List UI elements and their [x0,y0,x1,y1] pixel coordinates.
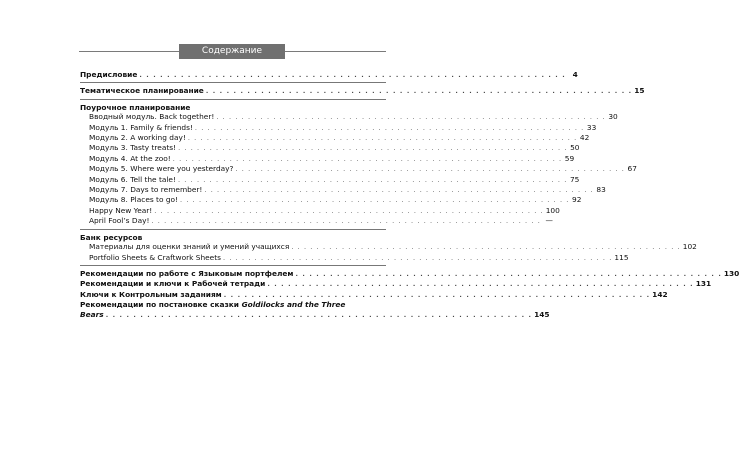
toc-entry-page: 102 [682,242,697,252]
toc-entry-title: Предисловие [80,70,138,79]
dot-leader: . . . . . . . . . . . . . . . . . . . . . . . . . . . . . . . . . . . . . . . . . . . . . . . . . . . . . . . . . . . . . . [205,87,633,96]
toc-entry-page: 145 [534,309,550,319]
toc-entry-page: 42 [579,133,590,143]
toc-entry-title: Ключи к Контрольным заданиям [80,289,222,299]
toc-entry-page: 30 [608,112,618,122]
toc-entry-page: 67 [627,164,637,174]
toc-entry-title: Тематическое планирование [80,86,204,96]
toc-entry[interactable] [80,185,606,195]
toc-entry-title: Portfolio Sheets & Craftwork Sheets [89,252,221,262]
toc-entry-title: Модуль 1. Family & friends! [89,122,193,132]
toc-entry[interactable] [80,279,712,289]
toc-entry-title: April Fool’s Day! [89,216,150,226]
toc-entry[interactable] [80,86,645,96]
dot-leader: . . . . . . . . . . . . . . . . . . . . . . . . . . . . . . . . . . . . . . . . . . . . . . . . . . . . . . . . . . . . . . [194,123,585,132]
toc-entry-title: Модуль 7. Days to remember! [89,185,203,195]
toc-entry[interactable] [80,112,618,122]
dot-leader: . . . . . . . . . . . . . . . . . . . . . . . . . . . . . . . . . . . . . . . . . . . . . . . . . . . . . . . . . . . . . . [223,290,651,299]
toc-entry[interactable] [80,205,560,216]
dot-leader: . . . . . . . . . . . . . . . . . . . . . . . . . . . . . . . . . . . . . . . . . . . . . . . . . . . . . . . . . . . . . . [295,269,722,278]
toc-entry-page: 4 [572,70,578,79]
toc-entry-title: Happy New Year! [89,205,153,215]
toc-entry[interactable] [80,268,739,279]
dot-leader: . . . . . . . . . . . . . . . . . . . . . . . . . . . . . . . . . . . . . . . . . . . . . . . . . . . . . . . . . . . . . . [180,196,570,205]
toc-entry-list [80,112,637,226]
toc-entry-title: Модуль 5. Where were you yesterday? [89,164,234,174]
dot-leader: . . . . . . . . . . . . . . . . . . . . . . . . . . . . . . . . . . . . . . . . . . . . . . . . . . . . . . . . . . . . . . [204,186,594,195]
table-of-contents [80,70,739,322]
toc-entry[interactable] [80,143,580,153]
dot-leader: . . . . . . . . . . . . . . . . . . . . . . . . . . . . . . . . . . . . . . . . . . . . . . . . . . . . . . . . . . . . . . [105,310,533,319]
toc-entry-title: Модуль 6. Tell the tale! [89,174,176,184]
dot-leader: . . . . . . . . . . . . . . . . . . . . . . . . . . . . . . . . . . . . . . . . . . . . . . . . . . . . . . . . . . . . . . [151,217,541,226]
toc-entry[interactable] [80,164,637,174]
dot-leader: . . . . . . . . . . . . . . . . . . . . . . . . . . . . . . . . . . . . . . . . . . . . . . . . . . . . . . . . . . . . . . [222,253,613,262]
dot-leader: . . . . . . . . . . . . . . . . . . . . . . . . . . . . . . . . . . . . . . . . . . . . . . . . . . . . . . . . . . . . . . [216,113,606,122]
toc-entry[interactable] [80,70,578,80]
toc-entry-list [80,242,697,263]
toc-entry-page: 142 [652,289,668,299]
toc-entry[interactable] [80,122,597,133]
toc-entry-page: 33 [586,122,597,132]
dot-leader: . . . . . . . . . . . . . . . . . . . . . . . . . . . . . . . . . . . . . . . . . . . . . . . . . . . . . . . . . . . . . . [154,206,544,215]
toc-section-tematicheskoe [80,82,645,98]
toc-entry-page: — [545,216,553,226]
section-heading-text: Поурочное планирование [80,102,191,112]
toc-entry-title: Вводный модуль. Back together! [89,112,215,122]
dot-leader: . . . . . . . . . . . . . . . . . . . . . . . . . . . . . . . . . . . . . . . . . . . . . . . . . . . . . . . . . . . . . . [139,71,566,79]
toc-entry-page: 92 [572,195,582,205]
toc-entry[interactable] [80,195,582,205]
toc-entry-page: 75 [569,174,580,184]
toc-entry-page: 130 [723,268,739,278]
toc-section-predislovie [80,70,578,82]
toc-entry-page: 15 [634,86,645,96]
toc-section-bank [80,229,697,265]
toc-entry[interactable] [80,289,668,300]
toc-entry-page: 59 [564,153,575,163]
dot-leader: . . . . . . . . . . . . . . . . . . . . . . . . . . . . . . . . . . . . . . . . . . . . . . . . . . . . . . . . . . . . . . [187,134,578,143]
dot-leader: . . . . . . . . . . . . . . . . . . . . . . . . . . . . . . . . . . . . . . . . . . . . . . . . . . . . . . . . . . . . . . [172,154,563,163]
toc-entry-title-italic: Goldilocks and the Three [241,300,346,310]
toc-entry-title: Модуль 3. Tasty treats! [89,143,177,153]
toc-entry-page: 115 [614,252,629,262]
toc-section-heading [80,233,386,242]
toc-section-heading [80,103,386,112]
toc-entry[interactable] [80,133,590,143]
toc-entry-page: 100 [545,205,560,215]
toc-entry[interactable] [80,174,580,185]
dot-leader: . . . . . . . . . . . . . . . . . . . . . . . . . . . . . . . . . . . . . . . . . . . . . . . . . . . . . . . . . . . . . . [235,165,625,174]
toc-entry-title: Рекомендации по работе с Языковым портфелем [80,268,294,278]
dot-leader: . . . . . . . . . . . . . . . . . . . . . . . . . . . . . . . . . . . . . . . . . . . . . . . . . . . . . . . . . . . . . . [178,144,568,153]
toc-entry-page: 83 [596,185,606,195]
toc-entry[interactable] [80,309,550,320]
toc-entry-skazka-line1[interactable] [80,300,386,309]
toc-entry[interactable] [80,216,553,226]
contents-header [79,44,386,59]
toc-entry-title: Рекомендации по постановке сказки [80,300,242,310]
toc-entry-title: Модуль 2. A working day! [89,133,186,143]
toc-entry-title: Модуль 8. Places to go! [89,195,179,205]
toc-entry[interactable] [80,242,697,252]
toc-entry-title: Рекомендации и ключи к Рабочей тетради [80,279,266,289]
dot-leader: . . . . . . . . . . . . . . . . . . . . . . . . . . . . . . . . . . . . . . . . . . . . . . . . . . . . . . . . . . . . . . [267,280,694,289]
dot-leader: . . . . . . . . . . . . . . . . . . . . . . . . . . . . . . . . . . . . . . . . . . . . . . . . . . . . . . . . . . . . . . [291,243,681,252]
toc-entry-list [80,268,739,300]
toc-entry-page: 131 [695,279,712,289]
contents-title: Содержание [179,44,285,59]
dot-leader: . . . . . . . . . . . . . . . . . . . . . . . . . . . . . . . . . . . . . . . . . . . . . . . . . . . . . . . . . . . . . . [177,175,568,184]
toc-section-pourochnoe [80,99,637,229]
section-heading-text: Банк ресурсов [80,232,143,242]
toc-entry-title: Материалы для оценки знаний и умений учащихся [89,242,290,252]
toc-entry[interactable] [80,252,629,263]
toc-section-recommendations [80,265,739,322]
toc-entry-page: 50 [570,143,580,153]
toc-entry[interactable] [80,153,575,164]
toc-entry-title: Модуль 4. At the zoo! [89,153,171,163]
toc-entry-title-italic: Bears [80,309,104,319]
